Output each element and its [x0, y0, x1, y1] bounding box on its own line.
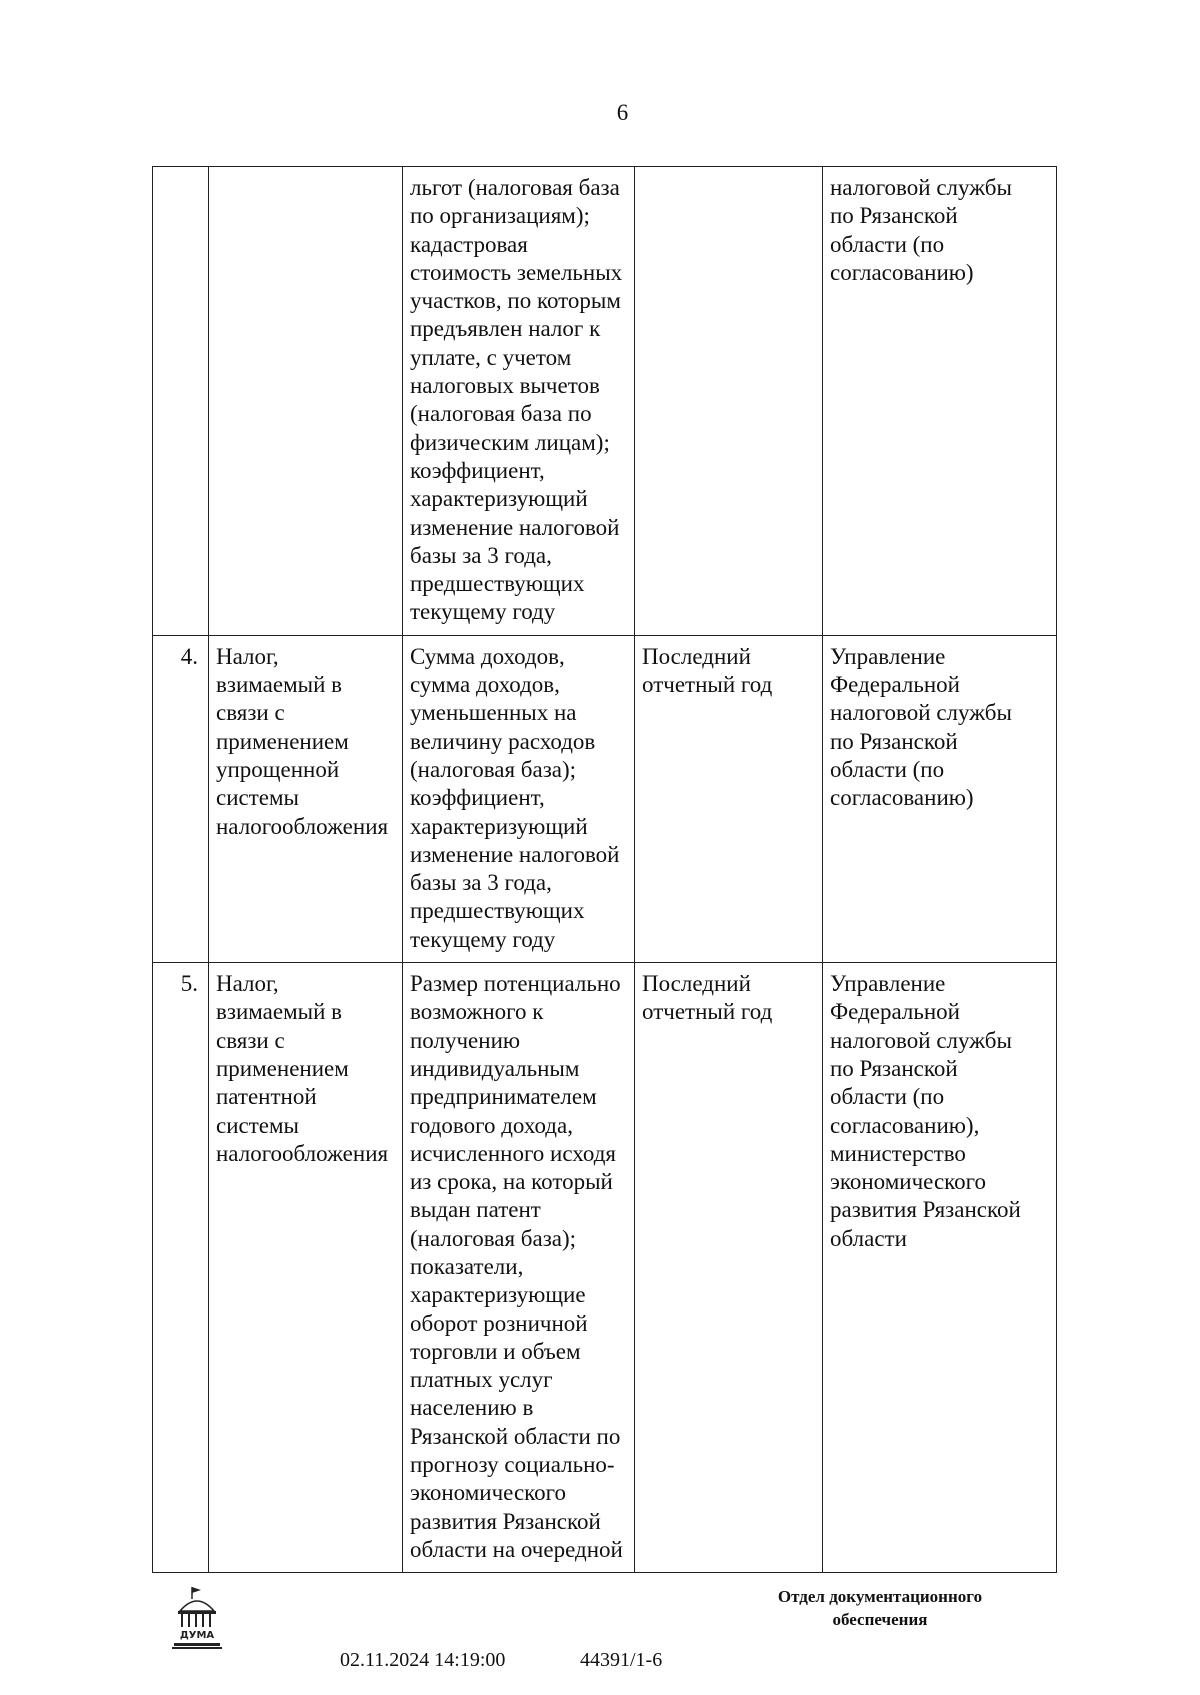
table-row	[153, 167, 1057, 636]
table-row	[153, 635, 1057, 962]
period-cell	[635, 167, 823, 636]
stamp-department: Отдел документационного обеспечения	[777, 1587, 983, 1629]
row-number-cell: 4.	[153, 635, 209, 962]
indicators-cell: Размер потенциально возможного к получению индивидуальным предпринимателем годового дохода, исчисленного исходя из срока, на который выдан патент (налоговая база); показатели, характеризующие оборот розничной торговли и объем платных услуг населению в Рязанской области по прогнозу социально- экономического развития Рязанской области на очередной	[403, 963, 635, 1573]
period-cell: Последний отчетный год	[635, 635, 823, 962]
stamp-document-number: 44391/1-6	[580, 1649, 663, 1671]
table-row	[153, 963, 1057, 1573]
indicators-cell: Сумма доходов, сумма доходов, уменьшенных на величину расходов (налоговая база); коэффициент, характеризующий изменение налоговой базы за 3 года, предшествующих текущему году	[403, 635, 635, 962]
indicators-cell: льгот (налоговая база по организациям); кадастровая стоимость земельных участков, по которым предъявлен налог к уплате, с учетом налоговых вычетов (налоговая база по физическим лицам); коэффициент, характеризующий изменение налоговой базы за 3 года, предшествующих текущему году	[403, 167, 635, 636]
tax-name-cell: Налог, взимаемый в связи с применением упрощенной системы налогообложения	[209, 635, 403, 962]
logo-text: ДУМА	[179, 1630, 215, 1641]
source-cell: налоговой службы по Рязанской области (по согласованию)	[823, 167, 1057, 636]
page-number: 6	[616, 100, 629, 125]
duma-logo-icon	[170, 1585, 224, 1651]
source-cell: Управление Федеральной налоговой службы по Рязанской области (по согласованию), министерство экономического развития Рязанской области	[823, 963, 1057, 1573]
row-number-cell	[153, 167, 209, 636]
source-cell: Управление Федеральной налоговой службы по Рязанской области (по согласованию)	[823, 635, 1057, 962]
period-cell: Последний отчетный год	[635, 963, 823, 1573]
tax-indicators-table	[152, 166, 1057, 1573]
document-footer	[0, 1585, 1200, 1695]
row-number-cell: 5.	[153, 963, 209, 1573]
tax-name-cell: Налог, взимаемый в связи с применением патентной системы налогообложения	[209, 963, 403, 1573]
tax-name-cell	[209, 167, 403, 636]
stamp-timestamp: 02.11.2024 14:19:00	[340, 1649, 506, 1671]
